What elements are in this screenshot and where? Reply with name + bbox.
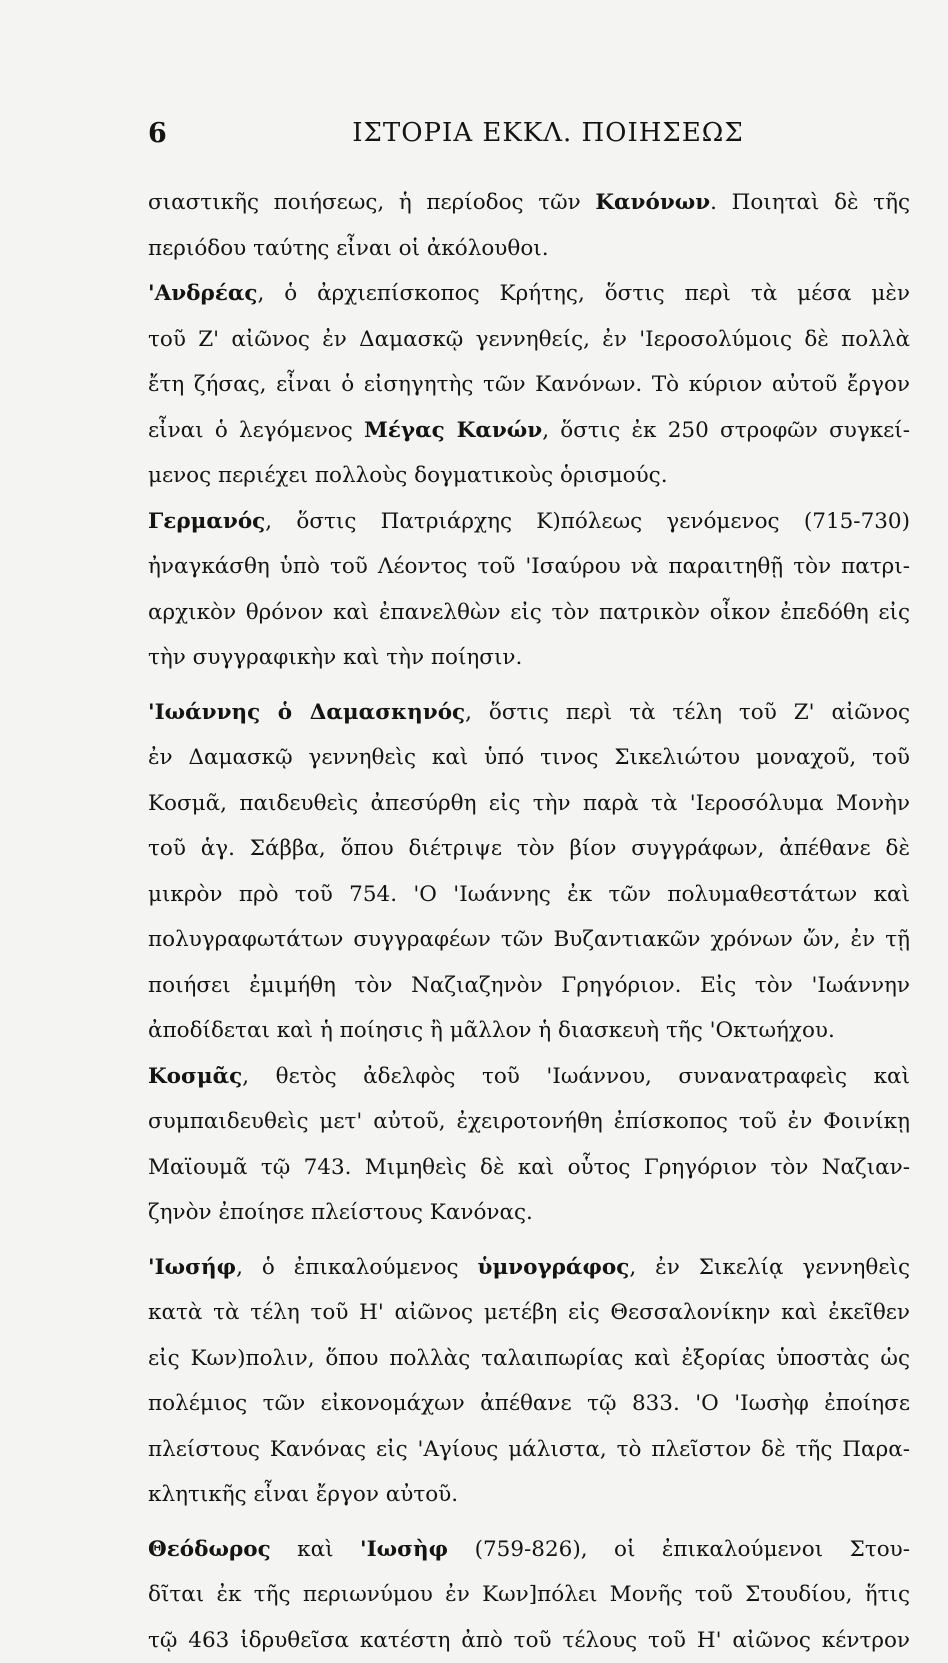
text-line: [148, 226, 910, 272]
text-run: τῷ 463 ἱδρυθεῖσα κατέστη ἀπὸ τοῦ τέλους τοῦ Η' αἰῶνος κέντρον: [148, 1628, 910, 1653]
page-number: 6: [148, 118, 167, 149]
page-header: [148, 118, 908, 158]
text-line: [148, 1290, 910, 1336]
text-line: [148, 317, 910, 363]
text-line: [148, 1618, 910, 1663]
text-line: [148, 1336, 910, 1382]
text-run: , ὅστις περὶ τὰ τέλη τοῦ Ζ' αἰῶνος: [465, 700, 910, 725]
text-run: κατὰ τὰ τέλη τοῦ Η' αἰῶνος μετέβη εἰς Θεσσαλονίκην καὶ ἐκεῖθεν: [148, 1300, 910, 1325]
bold-term: Κοσμᾶς: [148, 1064, 242, 1089]
text-run: ἀποδίδεται καὶ ἡ ποίησις ἢ μᾶλλον ἡ διασκευὴ τῆς 'Οκτωήχου.: [148, 1018, 835, 1043]
text-run: Μαϊουμᾶ τῷ 743. Μιμηθεὶς δὲ καὶ οὗτος Γρηγόριον τὸν Ναζιαν-: [148, 1155, 910, 1180]
text-run: εἶναι ὁ λεγόμενος: [148, 418, 364, 443]
text-run: αρχικὸν θρόνον καὶ ἐπανελθὼν εἰς τὸν πατρικὸν οἶκον ἐπεδόθη εἰς: [148, 600, 910, 625]
text-line: [148, 917, 910, 963]
text-line: [148, 1381, 910, 1427]
text-run: πλείστους Κανόνας εἰς 'Αγίους μάλιστα, τὸ πλεῖστον δὲ τῆς Παρα-: [148, 1437, 910, 1462]
text-line: [148, 635, 910, 681]
text-line: [148, 1245, 910, 1291]
text-line: [148, 1190, 910, 1236]
text-line: [148, 408, 910, 454]
text-run: πολέμιος τῶν εἰκονομάχων ἀπέθανε τῷ 833. 'Ο 'Ιωσὴφ ἐποίησε: [148, 1391, 910, 1416]
text-run: (759-826), οἱ ἐπικαλούμενοι Στου-: [448, 1537, 910, 1562]
text-run: καὶ: [271, 1537, 360, 1562]
text-line: [148, 499, 910, 545]
text-line: [148, 735, 910, 781]
text-run: ποιήσει ἐμιμήθη τὸν Ναζιαζηνὸν Γρηγόριον. Εἰς τὸν 'Ιωάννην: [148, 973, 910, 998]
bold-term: Κανόνων: [595, 190, 710, 215]
text-line: [148, 590, 910, 636]
text-run: , ὅστις Πατριάρχης Κ)πόλεως γενόμενος (715-730): [265, 509, 910, 534]
text-run: τοῦ Ζ' αἰῶνος ἐν Δαμασκῷ γεννηθείς, ἐν 'Ιεροσολύμοις δὲ πολλὰ: [148, 327, 910, 352]
text-run: σιαστικῆς ποιήσεως, ἡ περίοδος τῶν: [148, 190, 595, 215]
text-line: [148, 1527, 910, 1573]
text-run: μενος περιέχει πολλοὺς δογματικοὺς ὁρισμούς.: [148, 463, 668, 488]
text-run: περιόδου ταύτης εἶναι οἱ ἀκόλουθοι.: [148, 236, 549, 261]
bold-term: Γερμανός: [148, 509, 265, 534]
text-run: ἔτη ζήσας, εἶναι ὁ εἰσηγητὴς τῶν Κανόνων. Τὸ κύριον αὐτοῦ ἔργον: [148, 372, 910, 397]
text-line: [148, 690, 910, 736]
bold-term: 'Ιωσήφ: [148, 1255, 236, 1280]
text-run: κλητικῆς εἶναι ἔργον αὐτοῦ.: [148, 1482, 458, 1507]
text-run: , ὅστις ἐκ 250 στροφῶν συγκεί-: [542, 418, 910, 443]
text-run: , θετὸς ἀδελφὸς τοῦ 'Ιωάννου, συνανατραφεὶς καὶ: [242, 1064, 910, 1089]
text-run: μικρὸν πρὸ τοῦ 754. 'Ο 'Ιωάννης ἐκ τῶν πολυμαθεστάτων καὶ: [148, 882, 910, 907]
text-line: [148, 872, 910, 918]
text-line: [148, 1427, 910, 1473]
bold-term: Μέγας Κανών: [364, 418, 542, 443]
text-line: [148, 1472, 910, 1518]
text-line: [148, 963, 910, 1009]
text-line: [148, 271, 910, 317]
text-run: Κοσμᾶ, παιδευθεὶς ἀπεσύρθη εἰς τὴν παρὰ τὰ 'Ιεροσόλυμα Μονὴν: [148, 791, 910, 816]
bold-term: 'Ιωάννης ὁ Δαμασκηνός: [148, 700, 465, 725]
text-run: συμπαιδευθεὶς μετ' αὐτοῦ, ἐχειροτονήθη ἐπίσκοπος τοῦ ἐν Φοινίκῃ: [148, 1109, 910, 1134]
text-line: [148, 826, 910, 872]
text-run: ἐν Δαμασκῷ γεννηθεὶς καὶ ὑπό τινος Σικελιώτου μοναχοῦ, τοῦ: [148, 745, 910, 770]
running-title: ΙΣΤΟΡΙΑ ΕΚΚΛ. ΠΟΙΗΣΕΩΣ: [148, 118, 908, 148]
text-run: ἠναγκάσθη ὑπὸ τοῦ Λέοντος τοῦ 'Ισαύρου νὰ παραιτηθῇ τὸν πατρι-: [148, 554, 910, 579]
text-line: [148, 1572, 910, 1618]
text-run: ζηνὸν ἐποίησε πλείστους Κανόνας.: [148, 1200, 533, 1225]
text-run: , ὁ ἀρχιεπίσκοπος Κρήτης, ὅστις περὶ τὰ μέσα μὲν: [258, 281, 910, 306]
bold-term: 'Ιωσὴφ: [360, 1537, 448, 1562]
text-line: [148, 453, 910, 499]
text-line: [148, 1008, 910, 1054]
text-run: εἰς Κων)πολιν, ὅπου πολλὰς ταλαιπωρίας καὶ ἐξορίας ὑποστὰς ὡς: [148, 1346, 910, 1371]
text-line: [148, 180, 910, 226]
text-run: , ἐν Σικελίᾳ γεννηθεὶς: [629, 1255, 910, 1280]
text-run: τοῦ ἁγ. Σάββα, ὅπου διέτριψε τὸν βίον συγγράφων, ἀπέθανε δὲ: [148, 836, 910, 861]
text-line: [148, 1054, 910, 1100]
text-line: [148, 1099, 910, 1145]
bold-term: Θεόδωρος: [148, 1537, 271, 1562]
text-line: [148, 362, 910, 408]
text-run: δῖται ἐκ τῆς περιωνύμου ἐν Κων]πόλει Μονῆς τοῦ Στουδίου, ἥτις: [148, 1582, 910, 1607]
text-run: τὴν συγγραφικὴν καὶ τὴν ποίησιν.: [148, 645, 522, 670]
text-run: πολυγραφωτάτων συγγραφέων τῶν Βυζαντιακῶν χρόνων ὤν, ἐν τῇ: [148, 927, 910, 952]
body-text: [148, 180, 910, 1663]
text-run: , ὁ ἐπικαλούμενος: [236, 1255, 477, 1280]
bold-term: ὑμνογράφος: [478, 1255, 630, 1280]
text-line: [148, 781, 910, 827]
text-line: [148, 544, 910, 590]
bold-term: 'Ανδρέας: [148, 281, 258, 306]
text-line: [148, 1145, 910, 1191]
text-run: . Ποιηταὶ δὲ τῆς: [710, 190, 910, 215]
